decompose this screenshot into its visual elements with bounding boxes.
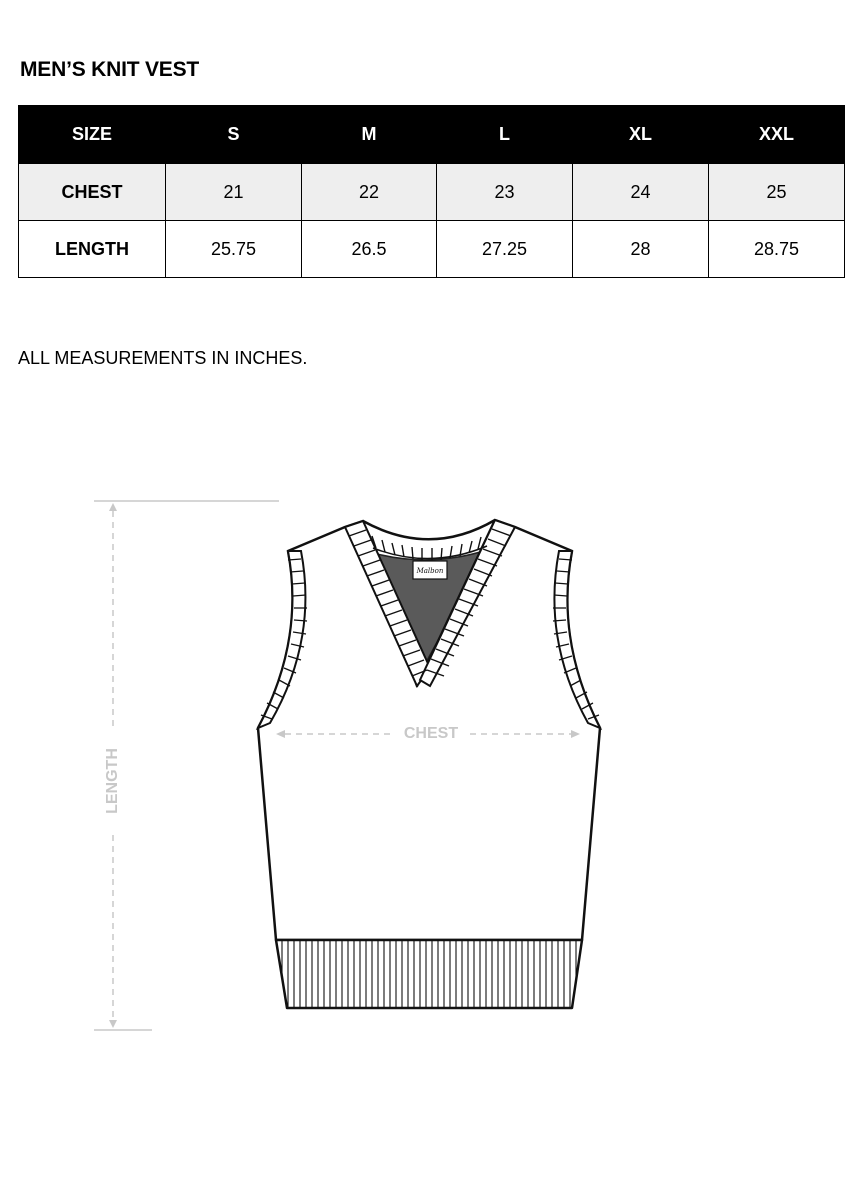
table-cell: 25 xyxy=(709,164,845,221)
table-cell: 27.25 xyxy=(437,221,573,278)
row-label-length: LENGTH xyxy=(19,221,166,278)
header-s: S xyxy=(166,106,302,164)
hem-rib xyxy=(276,940,582,1008)
vest-diagram xyxy=(0,480,860,1040)
table-cell: 28 xyxy=(573,221,709,278)
table-row-chest xyxy=(19,164,845,221)
length-dimension xyxy=(94,501,279,1030)
table-cell: 23 xyxy=(437,164,573,221)
table-header-row xyxy=(19,106,845,164)
row-label-chest: CHEST xyxy=(19,164,166,221)
table-cell: 24 xyxy=(573,164,709,221)
table-row-length xyxy=(19,221,845,278)
page-title: MEN’S KNIT VEST xyxy=(20,58,200,81)
measurement-note: ALL MEASUREMENTS IN INCHES. xyxy=(18,348,308,368)
length-label: LENGTH xyxy=(104,748,122,814)
brand-tag-text: Malbon xyxy=(416,567,444,575)
table-cell: 22 xyxy=(302,164,437,221)
arrow-up-icon xyxy=(109,503,117,511)
arrow-down-icon xyxy=(109,1020,117,1028)
size-chart-table xyxy=(18,105,845,278)
table-cell: 28.75 xyxy=(709,221,845,278)
table-cell: 21 xyxy=(166,164,302,221)
header-xl: XL xyxy=(573,106,709,164)
vest-illustration xyxy=(258,520,600,1008)
header-l: L xyxy=(437,106,573,164)
header-size: SIZE xyxy=(19,106,166,164)
table-cell: 26.5 xyxy=(302,221,437,278)
header-xxl: XXL xyxy=(709,106,845,164)
header-m: M xyxy=(302,106,437,164)
chest-label: CHEST xyxy=(403,725,459,743)
table-cell: 25.75 xyxy=(166,221,302,278)
